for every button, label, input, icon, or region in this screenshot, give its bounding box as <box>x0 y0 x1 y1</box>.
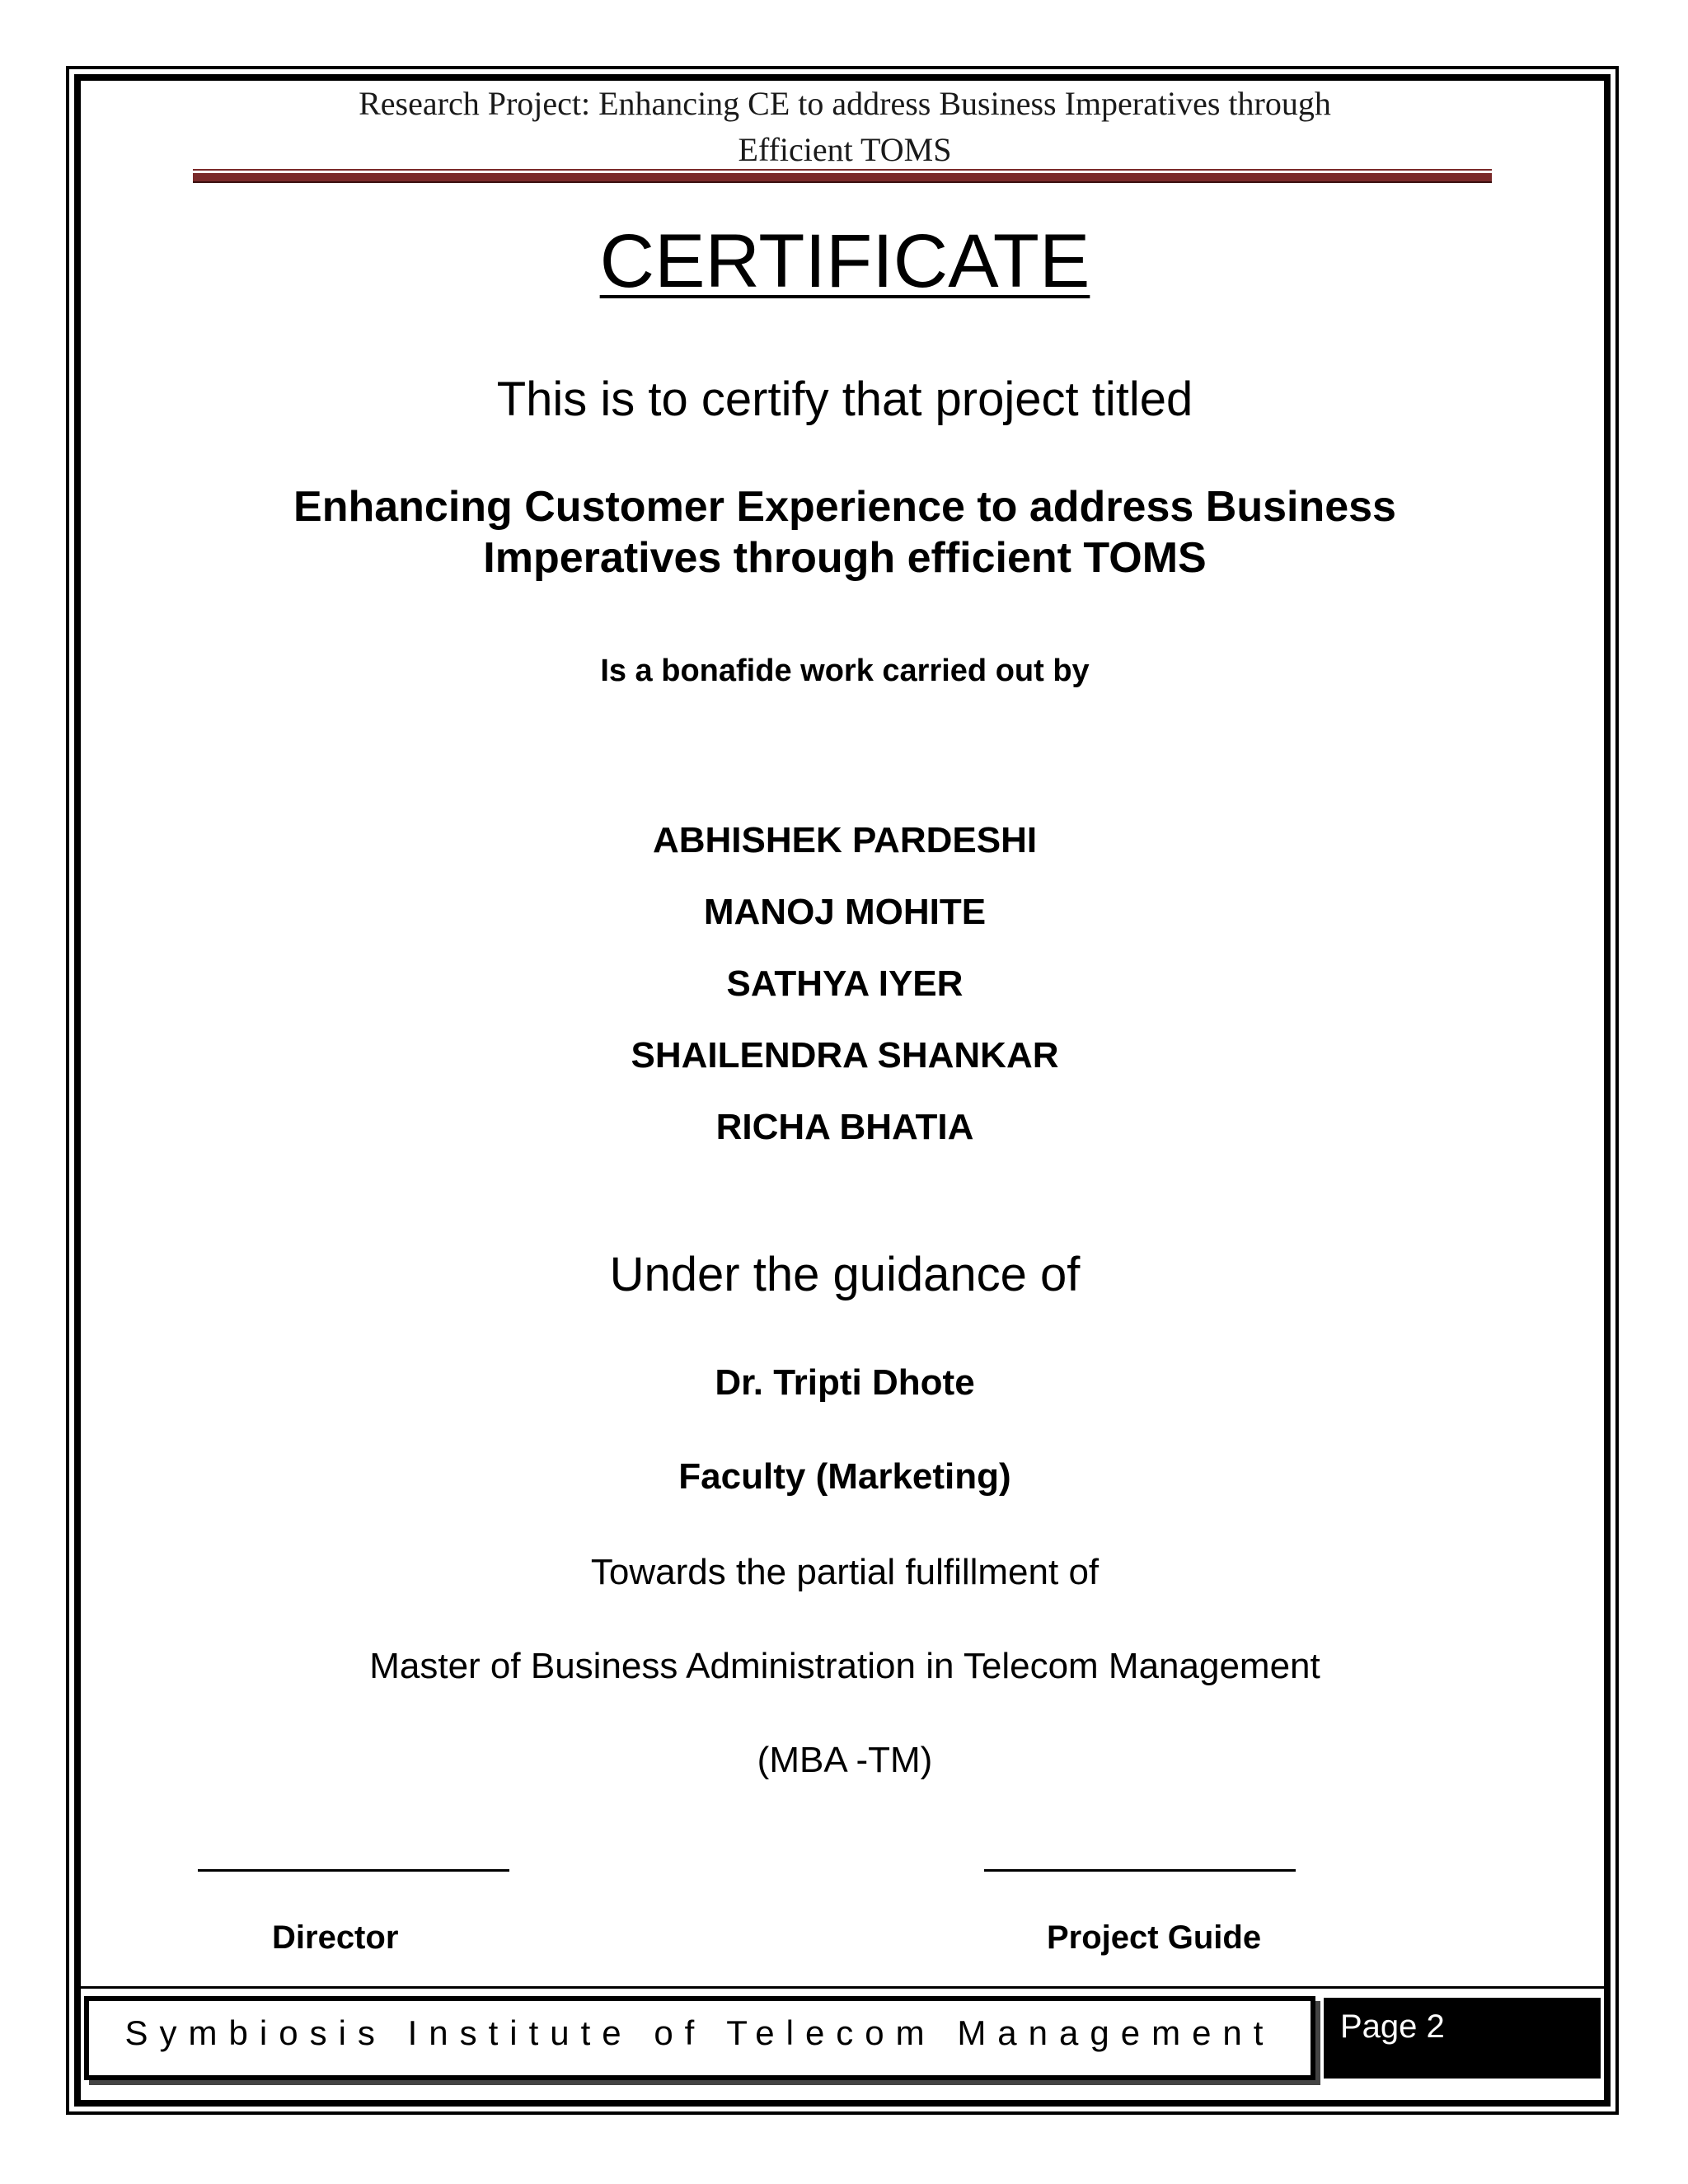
student-name: ABHISHEK PARDESHI <box>652 820 1038 860</box>
guide-signature-line <box>984 1869 1296 1872</box>
header-rule <box>193 173 1492 183</box>
student-name: MANOJ MOHITE <box>703 892 987 932</box>
project-title-line2: Imperatives through efficient TOMS <box>483 534 1207 582</box>
degree-abbreviation: (MBA -TM) <box>757 1740 933 1780</box>
running-header-line2: Efficient TOMS <box>738 131 952 168</box>
page-number: Page 2 <box>1324 1998 1601 2079</box>
towards-text: Towards the partial fulfillment of <box>590 1552 1100 1592</box>
bonafide-text: Is a bonafide work carried out by <box>600 654 1090 688</box>
project-title-line1: Enhancing Customer Experience to address Business <box>293 483 1396 531</box>
certify-text: This is to certify that project titled <box>496 373 1193 426</box>
director-signature-line <box>198 1869 509 1872</box>
running-header-line1: Research Project: Enhancing CE to address Business Imperatives through <box>359 85 1331 122</box>
footer-rule <box>81 1986 1604 1989</box>
header-rule-thin <box>193 169 1492 171</box>
certificate-title: CERTIFICATE <box>599 219 1090 303</box>
student-name: SHAILENDRA SHANKAR <box>631 1035 1059 1076</box>
degree-name: Master of Business Administration in Telecom Management <box>369 1646 1320 1686</box>
guide-name: Dr. Tripti Dhote <box>715 1362 975 1403</box>
guidance-text: Under the guidance of <box>609 1248 1081 1301</box>
running-header <box>148 81 1541 173</box>
student-name: SATHYA IYER <box>726 963 964 1004</box>
project-title <box>148 481 1541 583</box>
guide-label: Project Guide <box>1047 1919 1262 1956</box>
footer-institute-name: Symbiosis Institute of Telecom Management <box>124 2013 1275 2052</box>
guide-role: Faculty (Marketing) <box>678 1456 1011 1497</box>
student-names <box>148 816 1541 1174</box>
director-label: Director <box>272 1919 399 1956</box>
student-name: RICHA BHATIA <box>715 1107 974 1147</box>
